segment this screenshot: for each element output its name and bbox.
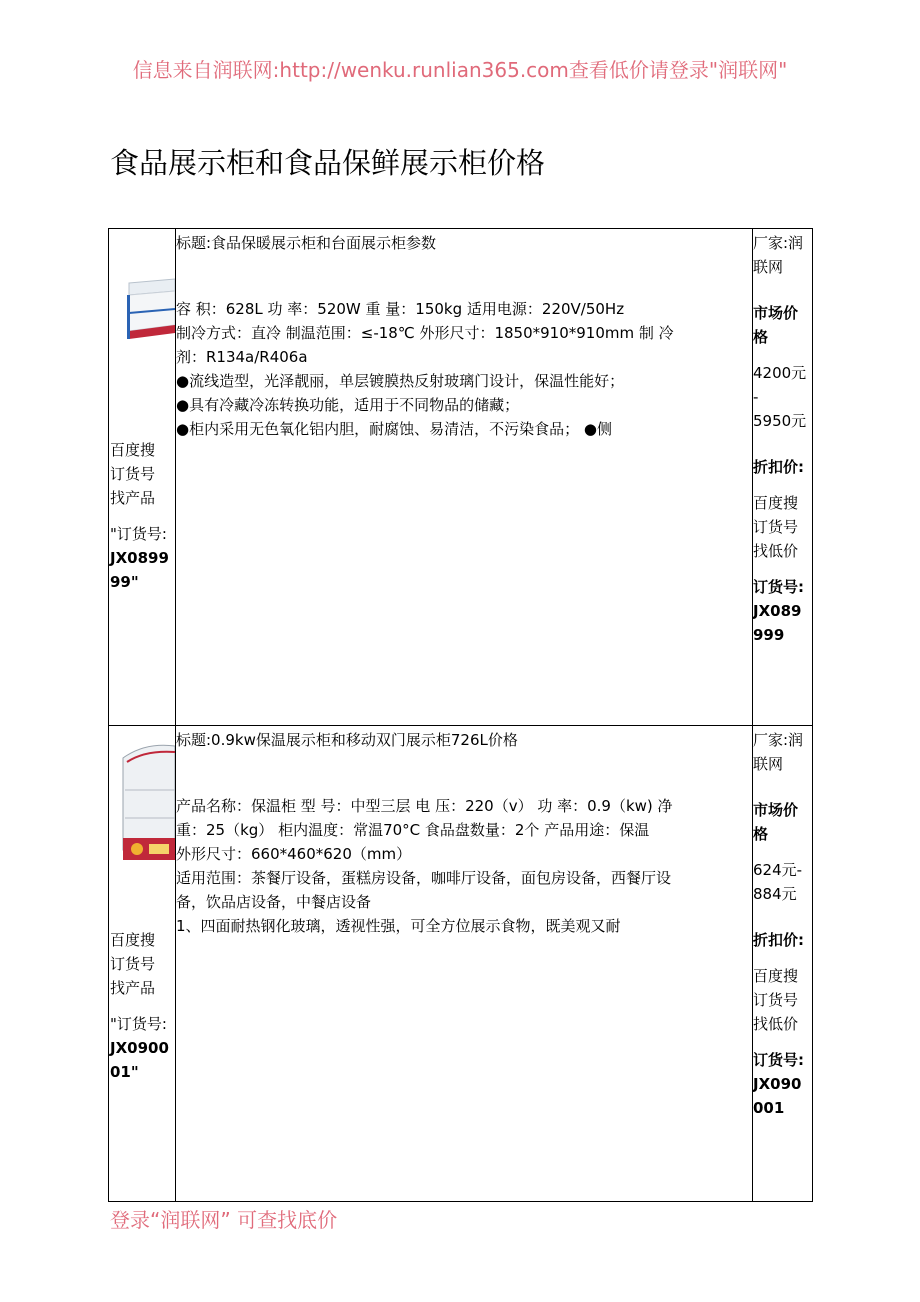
- order-number-value-right: JX090: [753, 1075, 802, 1093]
- product-image-cell: [109, 726, 176, 1202]
- spec-line: 1、四面耐热钢化玻璃，透视性强，可全方位展示食物，既美观又耐: [176, 917, 621, 935]
- product-thumbnail-freezer: [115, 273, 175, 353]
- product-row: [109, 726, 813, 1202]
- product-title: 标题:0.9kw保温展示柜和移动双门展示柜726L价格: [176, 731, 518, 749]
- footer-login-note[interactable]: 登录“润联网” 可查找底价: [110, 1208, 338, 1232]
- discount-search-line: 订货号: [753, 991, 799, 1009]
- left-search-line: 订货号: [110, 955, 156, 973]
- document-title: 食品展示柜和食品保鲜展示柜价格: [110, 146, 546, 180]
- spec-line: ●具有冷藏冷冻转换功能，适用于不同物品的储藏；: [176, 396, 520, 414]
- order-number-label: "订货号:: [110, 1015, 167, 1033]
- market-price-value: 884元: [753, 885, 797, 903]
- left-search-line: 订货号: [110, 465, 156, 483]
- spec-line: 容 积：628L 功 率：520W 重 量：150kg 适用电源：220V/50Hz: [176, 300, 625, 318]
- left-search-line: 找产品: [110, 979, 156, 997]
- product-description-cell: [176, 229, 753, 726]
- left-search-line: 找产品: [110, 489, 156, 507]
- order-number-value: JX0900: [110, 1039, 169, 1057]
- spec-line: ●柜内采用无色氧化铝内胆，耐腐蚀、易清洁，不污染食品； ●侧: [176, 420, 612, 438]
- discount-search-line: 百度搜: [753, 967, 799, 985]
- order-number-label-right: 订货号:: [753, 1051, 804, 1069]
- price-info-cell: [753, 229, 813, 726]
- spec-line: 适用范围：茶餐厅设备，蛋糕房设备，咖啡厅设备，面包房设备，西餐厅设: [176, 869, 672, 887]
- market-price-value: -: [753, 388, 759, 406]
- product-title: 标题:食品保暖展示柜和台面展示柜参数: [176, 234, 437, 252]
- order-number-label: "订货号:: [110, 525, 167, 543]
- spec-line: 产品名称：保温柜 型 号：中型三层 电 压：220（v） 功 率：0.9（kw) 净: [176, 797, 673, 815]
- price-info-cell: [753, 726, 813, 1202]
- market-price-label: 市场价: [753, 801, 799, 819]
- order-number-label-right: 订货号:: [753, 578, 804, 596]
- product-thumbnail-warmer: [115, 740, 175, 870]
- market-price-value: 5950元: [753, 412, 807, 430]
- discount-price-label: 折扣价:: [753, 931, 804, 949]
- source-banner[interactable]: 信息来自润联网:http://wenku.runlian365.com查看低价请登录"润联网": [132, 58, 788, 82]
- order-number-value-right: 001: [753, 1099, 785, 1117]
- discount-price-label: 折扣价:: [753, 458, 804, 476]
- market-price-label: 市场价: [753, 304, 799, 322]
- spec-line: 备，饮品店设备，中餐店设备: [176, 893, 372, 911]
- order-number-value: 01": [110, 1063, 139, 1081]
- market-price-value: 4200元: [753, 364, 807, 382]
- spec-line: 剂：R134a/R406a: [176, 348, 308, 366]
- order-number-value: JX0899: [110, 549, 169, 567]
- maker-label: 联网: [753, 258, 784, 276]
- order-number-value-right: JX089: [753, 602, 802, 620]
- product-description-cell: [176, 726, 753, 1202]
- discount-search-line: 找低价: [753, 1015, 799, 1033]
- order-number-value: 99": [110, 573, 139, 591]
- market-price-label: 格: [753, 825, 769, 843]
- spec-line: 制冷方式：直冷 制温范围：≤-18℃ 外形尺寸：1850*910*910mm 制 冷: [176, 324, 674, 342]
- market-price-label: 格: [753, 328, 769, 346]
- left-search-line: 百度搜: [110, 931, 156, 949]
- product-table: [108, 228, 813, 1202]
- discount-search-line: 百度搜: [753, 494, 799, 512]
- spec-line: ●流线造型，光泽靓丽，单层镀膜热反射玻璃门设计，保温性能好；: [176, 372, 625, 390]
- spec-line: 重：25（kg） 柜内温度：常温70°C 食品盘数量：2个 产品用途：保温: [176, 821, 650, 839]
- maker-label: 联网: [753, 755, 784, 773]
- left-search-line: 百度搜: [110, 441, 156, 459]
- spec-line: 外形尺寸：660*460*620（mm）: [176, 845, 412, 863]
- maker-label: 厂家:润: [753, 234, 804, 252]
- product-image-cell: [109, 229, 176, 726]
- maker-label: 厂家:润: [753, 731, 804, 749]
- order-number-value-right: 999: [753, 626, 785, 644]
- discount-search-line: 找低价: [753, 542, 799, 560]
- discount-search-line: 订货号: [753, 518, 799, 536]
- market-price-value: 624元-: [753, 861, 803, 879]
- product-row: [109, 229, 813, 726]
